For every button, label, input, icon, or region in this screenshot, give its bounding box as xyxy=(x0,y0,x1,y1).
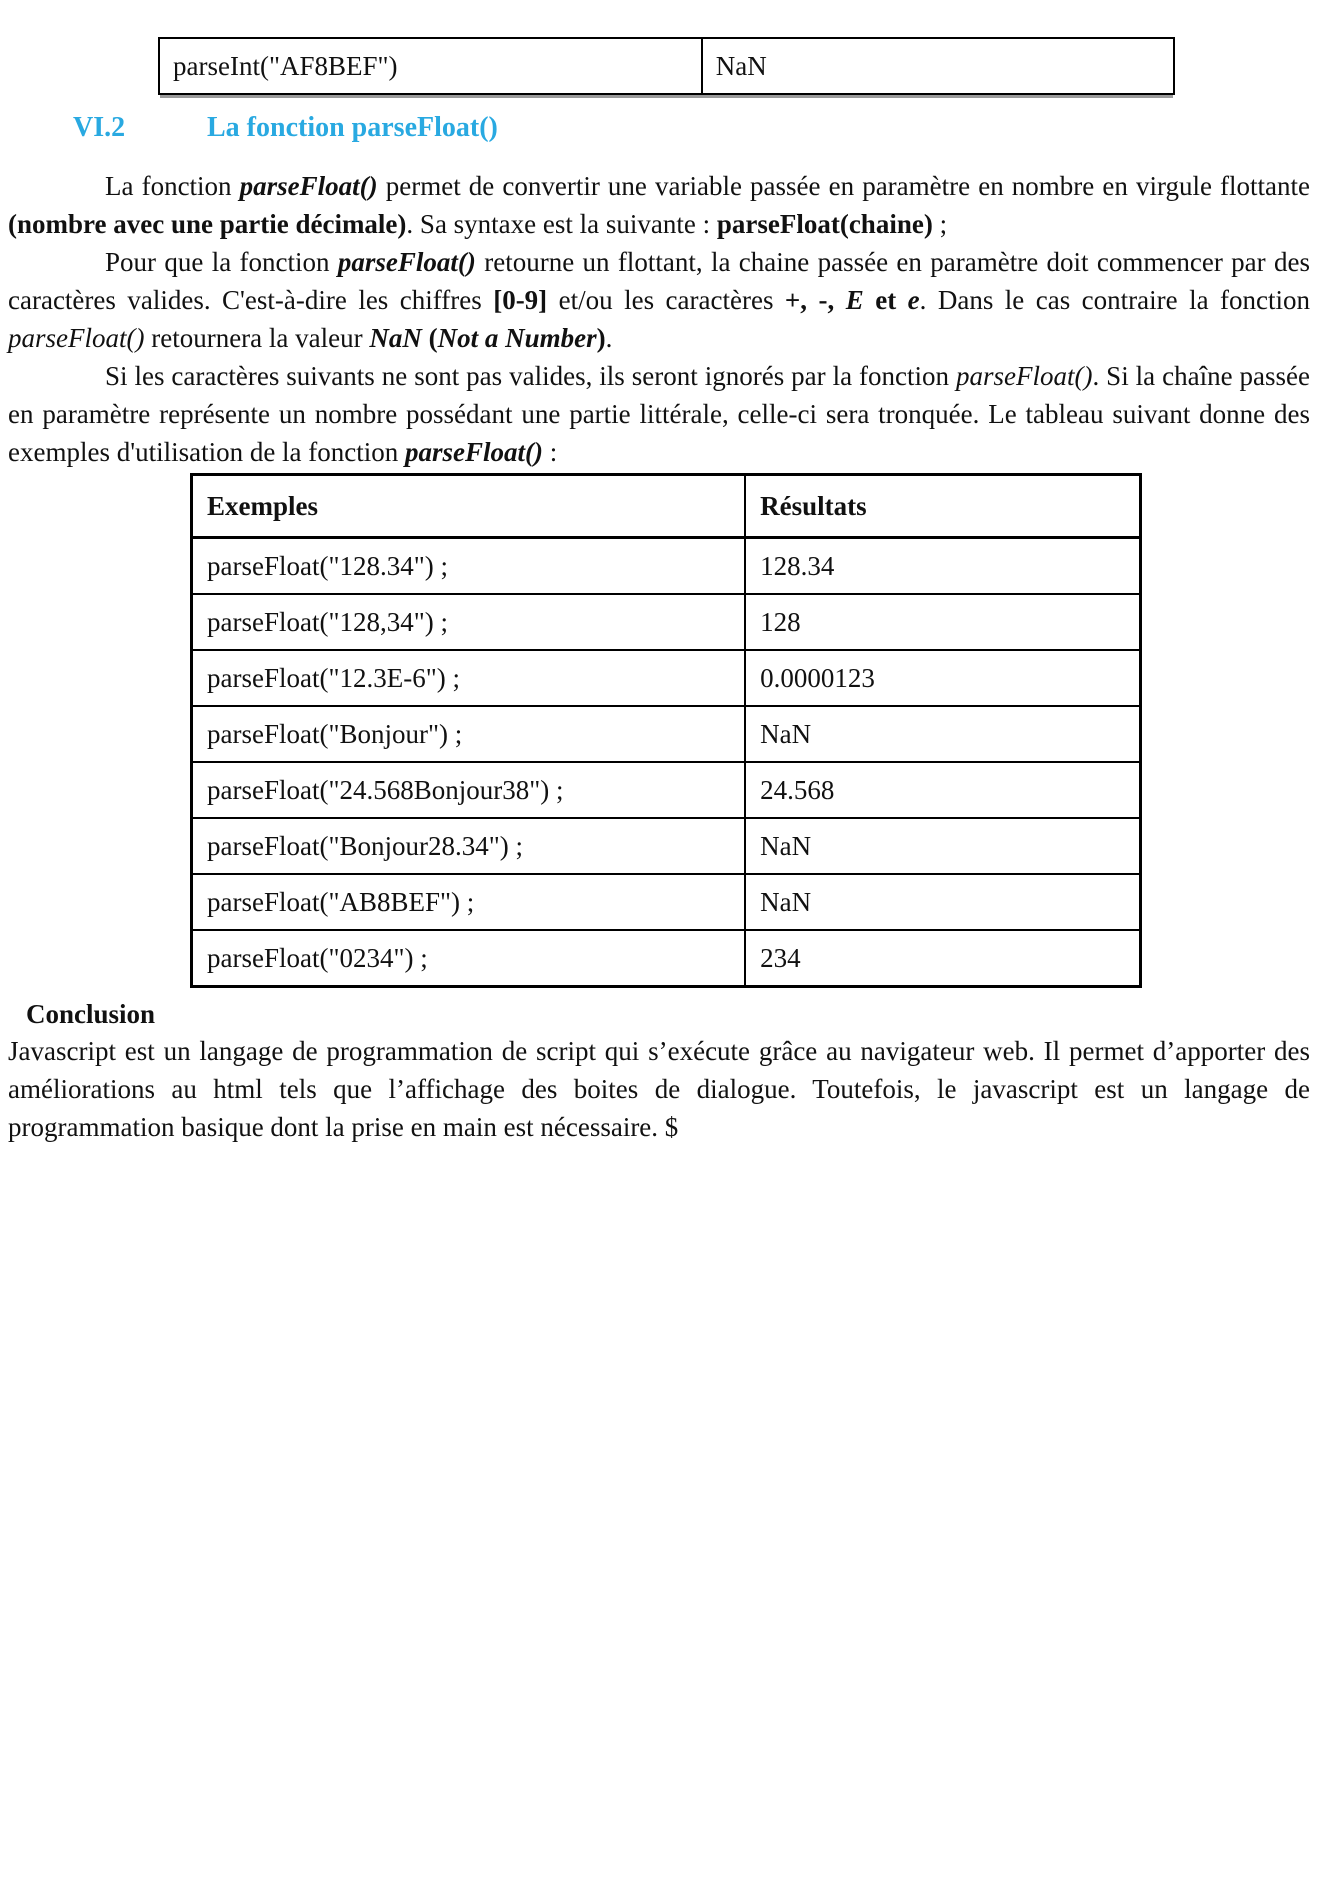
text-run: Pour que la fonction xyxy=(105,247,338,277)
text-run: parseFloat() xyxy=(405,437,544,467)
table-row xyxy=(192,594,1141,650)
text-run: e xyxy=(907,285,920,315)
text-run: retournera la valeur xyxy=(144,323,370,353)
text-run: . Dans le cas contraire la fonction xyxy=(919,285,1311,315)
text-run: NaN xyxy=(369,323,422,353)
paragraph-truncation xyxy=(8,357,1310,471)
table-cell-result: NaN xyxy=(745,706,1140,762)
column-header-resultats: Résultats xyxy=(745,475,1140,538)
text-run: . xyxy=(605,323,613,353)
table-row xyxy=(192,762,1141,818)
conclusion-paragraph: Javascript est un langage de programmation de script qui s’exécute grâce au navigateur web. Il permet d’apporter des améliorations au html tels que l’affichage des boites de dialogue. Toutefois, le javascript est un langage de programmation basique dont la prise en main est nécessaire. $ xyxy=(8,1036,1310,1142)
parseint-result-table xyxy=(158,37,1175,95)
text-run: parseFloat() xyxy=(8,323,145,353)
table-cell-example: parseFloat("128.34") ; xyxy=(192,538,746,595)
table-cell-result: 128 xyxy=(745,594,1140,650)
text-run: ) xyxy=(596,323,606,353)
table-cell-example: parseFloat("AB8BEF") ; xyxy=(192,874,746,930)
table-header-row xyxy=(192,475,1141,538)
table-cell-result: 24.568 xyxy=(745,762,1140,818)
table-row xyxy=(192,706,1141,762)
column-header-exemples: Exemples xyxy=(192,475,746,538)
table-cell-example: parseFloat("24.568Bonjour38") ; xyxy=(192,762,746,818)
paragraph-valid-characters xyxy=(8,243,1310,357)
examples-table-body xyxy=(192,538,1141,987)
table-cell-result: 234 xyxy=(745,930,1140,987)
text-run: [0-9] xyxy=(493,285,548,315)
text-run: et/ou les caractères xyxy=(547,285,785,315)
parsefloat-examples-table xyxy=(190,473,1142,988)
table-cell-example: parseFloat("Bonjour28.34") ; xyxy=(192,818,746,874)
text-run: E xyxy=(845,285,864,315)
paragraph-parsefloat-intro xyxy=(8,167,1310,243)
conclusion-heading: Conclusion xyxy=(26,999,156,1029)
table-cell-example: parseFloat("12.3E-6") ; xyxy=(192,650,746,706)
text-run: parseFloat() xyxy=(239,171,378,201)
text-run: retourne un flottant, la chaine passée en paramètre doit commencer par des caractères valides. C'est-à-dire les chiffres xyxy=(8,247,1310,315)
text-run: et xyxy=(863,285,908,315)
text-run: La fonction xyxy=(105,171,240,201)
table-row xyxy=(192,538,1141,595)
text-run: (nombre avec une partie décimale) xyxy=(8,209,407,239)
table-row xyxy=(192,650,1141,706)
table-cell-example: parseFloat("Bonjour") ; xyxy=(192,706,746,762)
table-row xyxy=(192,818,1141,874)
text-run: Not a Number xyxy=(437,323,597,353)
text-run: parseFloat(chaine) xyxy=(716,209,933,239)
section-number: VI.2 xyxy=(73,112,126,143)
text-run: Si les caractères suivants ne sont pas valides, ils seront ignorés par la fonction xyxy=(105,361,956,391)
table-cell-result: NaN xyxy=(702,38,1174,94)
table-cell-result: 128.34 xyxy=(745,538,1140,595)
table-cell-example: parseFloat("0234") ; xyxy=(192,930,746,987)
table-cell-example: parseInt("AF8BEF") xyxy=(159,38,702,94)
table-cell-result: NaN xyxy=(745,818,1140,874)
text-run: . Sa syntaxe est la suivante : xyxy=(406,209,717,239)
section-title: La fonction parseFloat() xyxy=(207,112,498,143)
text-run: : xyxy=(543,437,558,467)
text-run: parseFloat() xyxy=(955,361,1093,391)
table-row xyxy=(192,874,1141,930)
text-run: ( xyxy=(421,323,438,353)
table-cell-example: parseFloat("128,34") ; xyxy=(192,594,746,650)
table-row xyxy=(159,38,1174,94)
table-row xyxy=(192,930,1141,987)
section-heading xyxy=(73,111,1322,145)
text-run: +, -, xyxy=(784,285,846,315)
table-cell-result: 0.0000123 xyxy=(745,650,1140,706)
text-run: permet de convertir une variable passée en paramètre en nombre en virgule flottante xyxy=(377,171,1310,201)
text-run: parseFloat() xyxy=(337,247,476,277)
text-run: . Si la chaîne passée en paramètre représente un nombre possédant une partie littérale, celle-ci sera tronquée. Le tableau suivant donne des exemples d'utilisation de la fonction xyxy=(8,361,1310,467)
table-cell-result: NaN xyxy=(745,874,1140,930)
text-run: ; xyxy=(932,209,948,239)
